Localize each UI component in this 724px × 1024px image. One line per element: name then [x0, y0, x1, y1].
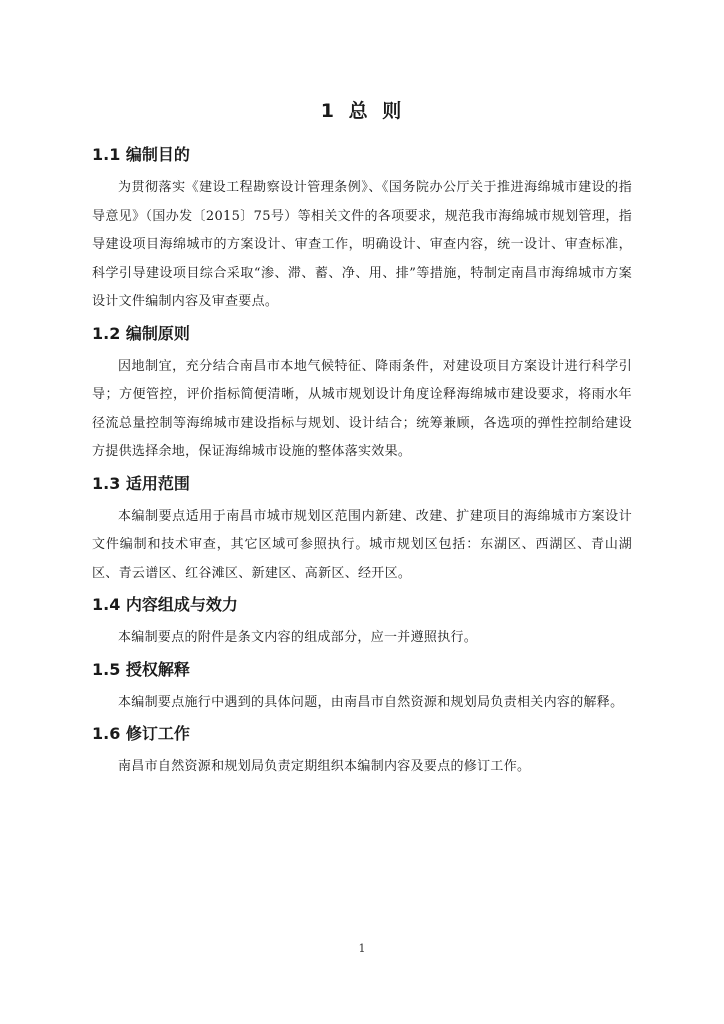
section-paragraph: 本编制要点适用于南昌市城市规划区范围内新建、改建、扩建项目的海绵城市方案设计文件编制和技术审查，其它区域可参照执行。城市规划区包括：东湖区、西湖区、青山湖区、青云谱区、红谷滩区、新建区、高新区、经开区。: [92, 508, 632, 581]
section-paragraph: 因地制宜，充分结合南昌市本地气候特征、降雨条件，对建设项目方案设计进行科学引导；方便管控，评价指标简便清晰，从城市规划设计角度诠释海绵城市建设要求，将雨水年径流总量控制等海绵城市建设指标与规划、设计结合；统筹兼顾，各选项的弹性控制给建设方提供选择余地，保证海绵城市设施的整体落实效果。: [92, 358, 632, 459]
section-heading: 1.5 授权解释: [92, 659, 190, 679]
document-body: [92, 144, 632, 788]
section-paragraph: 本编制要点施行中遇到的具体问题，由南昌市自然资源和规划局负责相关内容的解释。: [118, 694, 624, 710]
section-revision: [92, 723, 632, 782]
section-scope: [92, 473, 632, 589]
section-heading: 1.4 内容组成与效力: [92, 595, 238, 614]
section-heading: 1.2 编制原则: [92, 323, 190, 343]
chapter-title: 1 总 则: [320, 100, 404, 122]
section-composition: [92, 594, 632, 653]
section-principles: [92, 323, 632, 467]
section-heading: 1.1 编制目的: [92, 145, 190, 164]
section-paragraph: 南昌市自然资源和规划局负责定期组织本编制内容及要点的修订工作。: [118, 759, 531, 774]
section-paragraph: 本编制要点的附件是条文内容的组成部分，应一并遵照执行。: [118, 630, 478, 645]
section-heading: 1.6 修订工作: [92, 724, 190, 743]
section-interpretation: [92, 659, 632, 718]
section-paragraph: 为贯彻落实《建设工程勘察设计管理条例》、《国务院办公厅关于推进海绵城市建设的指导意见》（国办发〔2015〕75号）等相关文件的各项要求，规范我市海绵城市规划管理，指导建设项目海绵城市的方案设计、审查工作，明确设计、审查内容，统一设计、审查标准，科学引导建设项目综合采取“渗、滞、蓄、净、用、排”等措施，特制定南昌市海绵城市方案设计文件编制内容及审查要点。: [92, 180, 632, 309]
section-heading: 1.3 适用范围: [92, 473, 190, 493]
section-purpose: [92, 144, 632, 317]
page-number: 1: [358, 942, 366, 955]
